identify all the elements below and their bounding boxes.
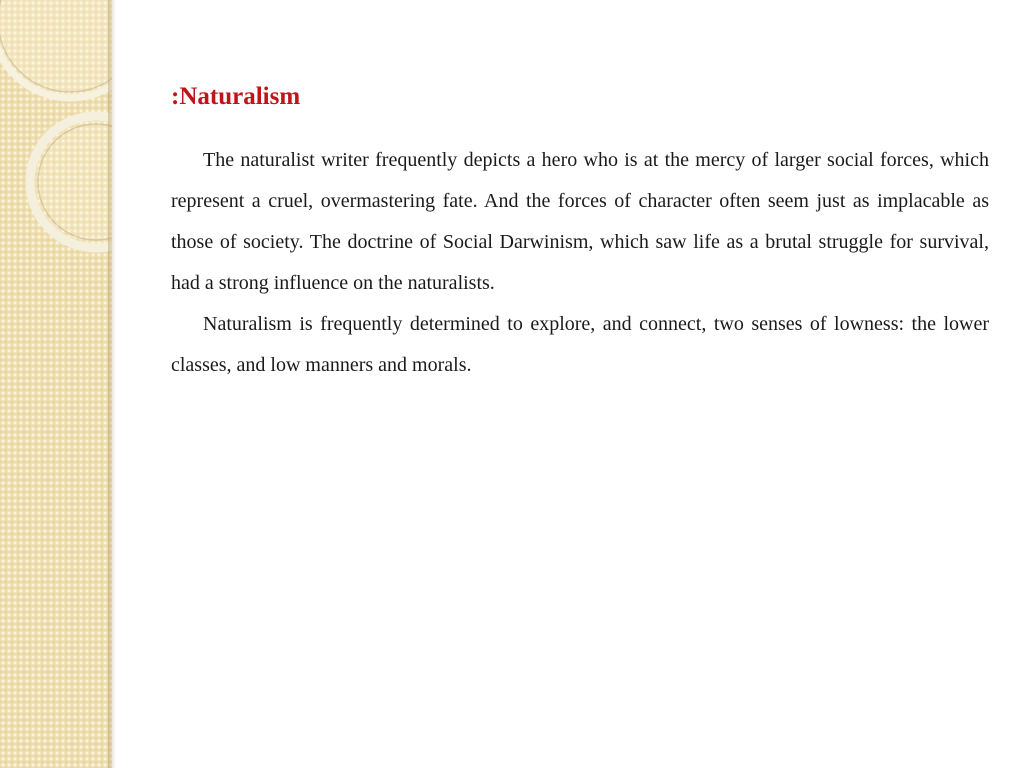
slide-title: :Naturalism	[171, 83, 301, 110]
decorative-side-band	[0, 0, 112, 768]
decorative-rings	[0, 0, 112, 768]
side-band-edge-shadow	[108, 0, 116, 768]
body-paragraph-2: Naturalism is frequently determined to explore, and connect, two senses of lowness: the lower classes, and low manners and morals.	[171, 313, 989, 376]
slide-content	[171, 78, 989, 386]
decorative-ring-top	[0, 0, 112, 98]
body-paragraph-1: The naturalist writer frequently depicts a hero who is at the mercy of larger social forces, which represent a cruel, overmastering fate. And the forces of character often seem just as implacable as those of society. The doctrine of Social Darwinism, which saw life as a brutal struggle for survival, had a strong influence on the naturalists.	[171, 149, 989, 294]
decorative-ring-middle	[30, 116, 112, 248]
